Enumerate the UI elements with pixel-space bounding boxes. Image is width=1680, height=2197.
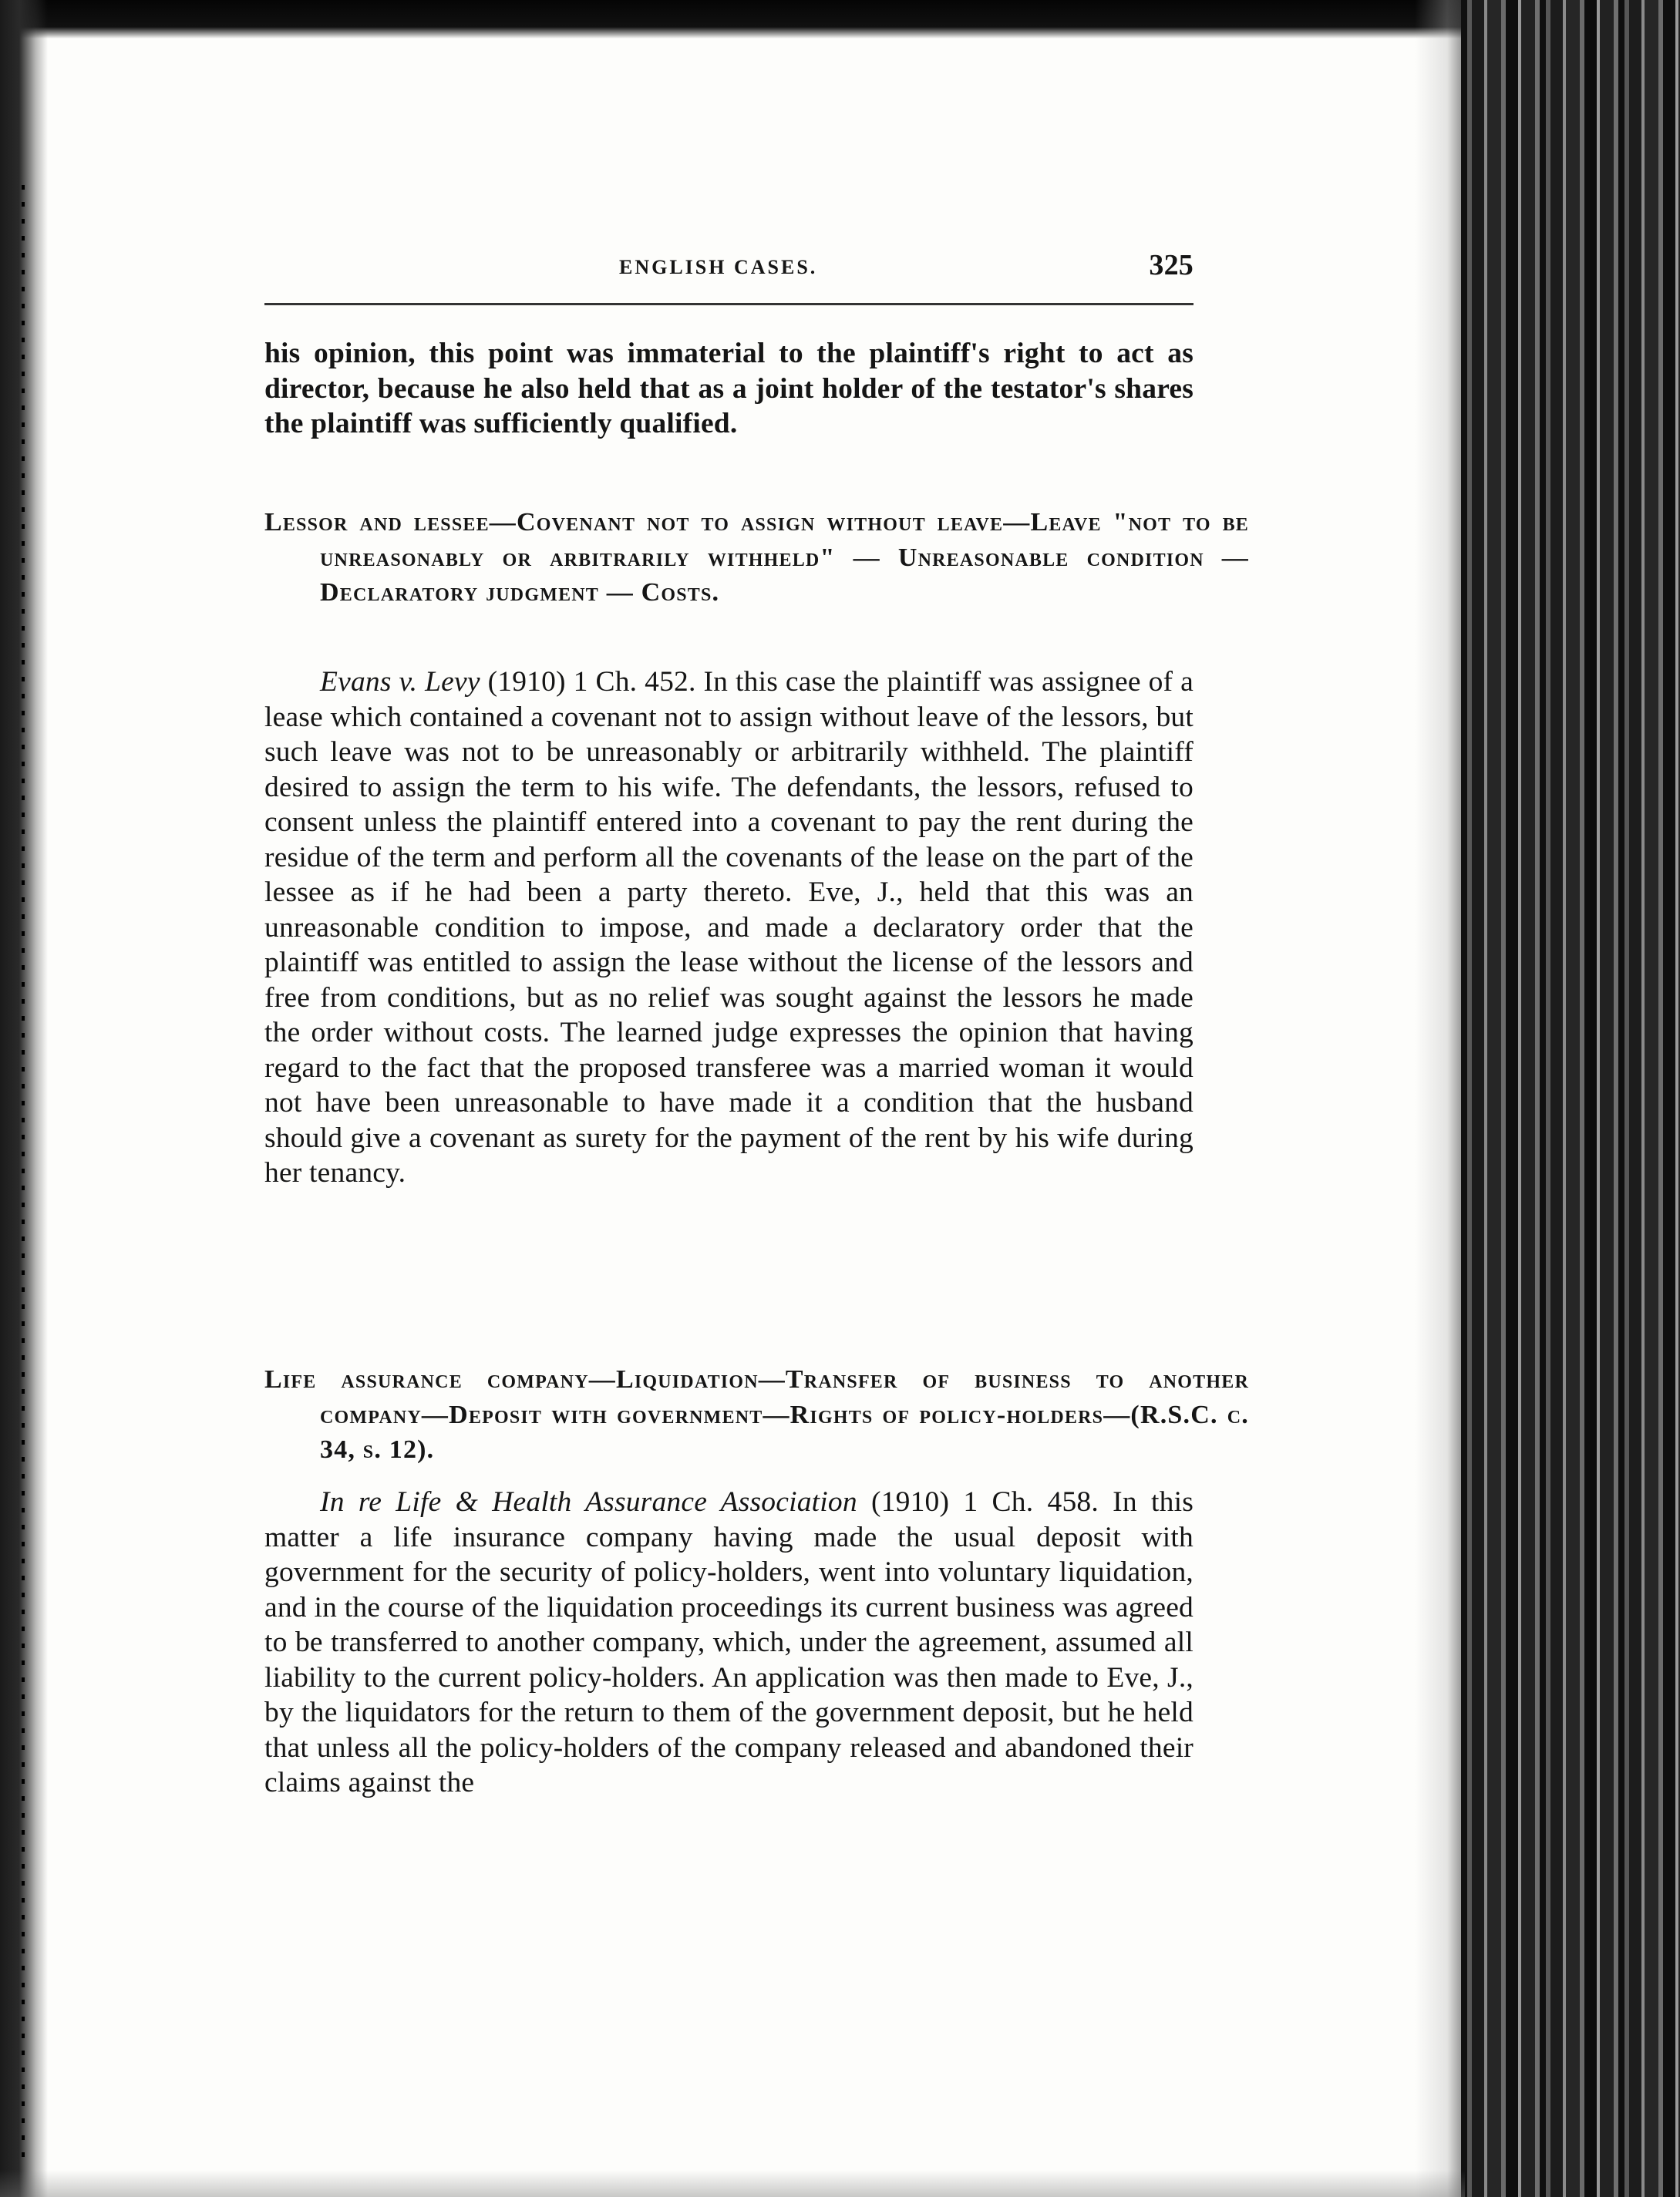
case1-case-name: Evans v. Levy xyxy=(320,666,480,698)
page-number: 325 xyxy=(1149,249,1194,281)
case1-citation: (1910) 1 Ch. 452. xyxy=(480,666,696,698)
scan-edge-bottom xyxy=(0,2170,1465,2197)
header-rule xyxy=(264,303,1194,305)
running-head xyxy=(264,248,1194,287)
continuation-paragraph: his opinion, this point was immaterial to the plaintiff's right to act as director, because he also held that as a joint holder of the testator's shares the plaintiff was sufficiently qualified. xyxy=(264,338,1194,439)
case1-body: In this case the plaintiff was assignee of a lease which contained a covenant not to assign without leave of the lessors, but such leave was not to be unreasonably or arbitrarily withheld. The plaintiff desired to assign the term to his wife. The defendants, the lessors, refused to consent unless the plaintiff entered into a covenant to pay the rent during the residue of the term and perform all the covenants of the lease on the part of the lessee as if he had been a party thereto. Eve, J., held that this was an unreasonable condition to impose, and made a declaratory order that the plaintiff was entitled to assign the lease without the license of the lessors and free from conditions, but as no relief was sought against the lessors he made the order without costs. The learned judge expresses the opinion that having regard to the fact that the proposed transferee was a married woman it would not have been unreasonable to have made it a condition that the husband should give a covenant as surety for the payment of the rent by his wife during her tenancy. xyxy=(264,666,1194,1189)
case2-citation: (1910) 1 Ch. 458. xyxy=(857,1486,1099,1518)
case1-headnote: Lessor and lessee—Covenant not to assign without leave—Leave "not to be unreasonably or arbitrarily withheld" — Unreasonable condition — Declaratory judgment — Costs. xyxy=(264,508,1249,607)
running-title: ENGLISH CASES. xyxy=(619,256,818,278)
book-spine-edge xyxy=(1461,0,1680,2197)
case2-paragraph xyxy=(264,1485,1194,1801)
case2-body: In this matter a life insurance company having made the usual deposit with government for the security of policy-holders, went into voluntary liquidation, and in the course of the liquidation proceedings its current business was agreed to be transferred to another company, which, under the agreement, assumed all liability to the current policy-holders. An application was then made to Eve, J., by the liquidators for the return to them of the government deposit, but he held that unless all the policy-holders of the company released and abandoned their claims against the xyxy=(264,1486,1194,1798)
case2-headnote: Life assurance company—Liquidation—Transfer of business to another company—Deposit with government—Rights of policy-holders—(R.S.C. c. 34, s. 12). xyxy=(264,1365,1249,1464)
scan-edge-left-marks xyxy=(22,185,25,2158)
case2-case-name: In re Life & Health Assurance Association xyxy=(320,1486,857,1518)
case1-paragraph xyxy=(264,664,1194,1191)
